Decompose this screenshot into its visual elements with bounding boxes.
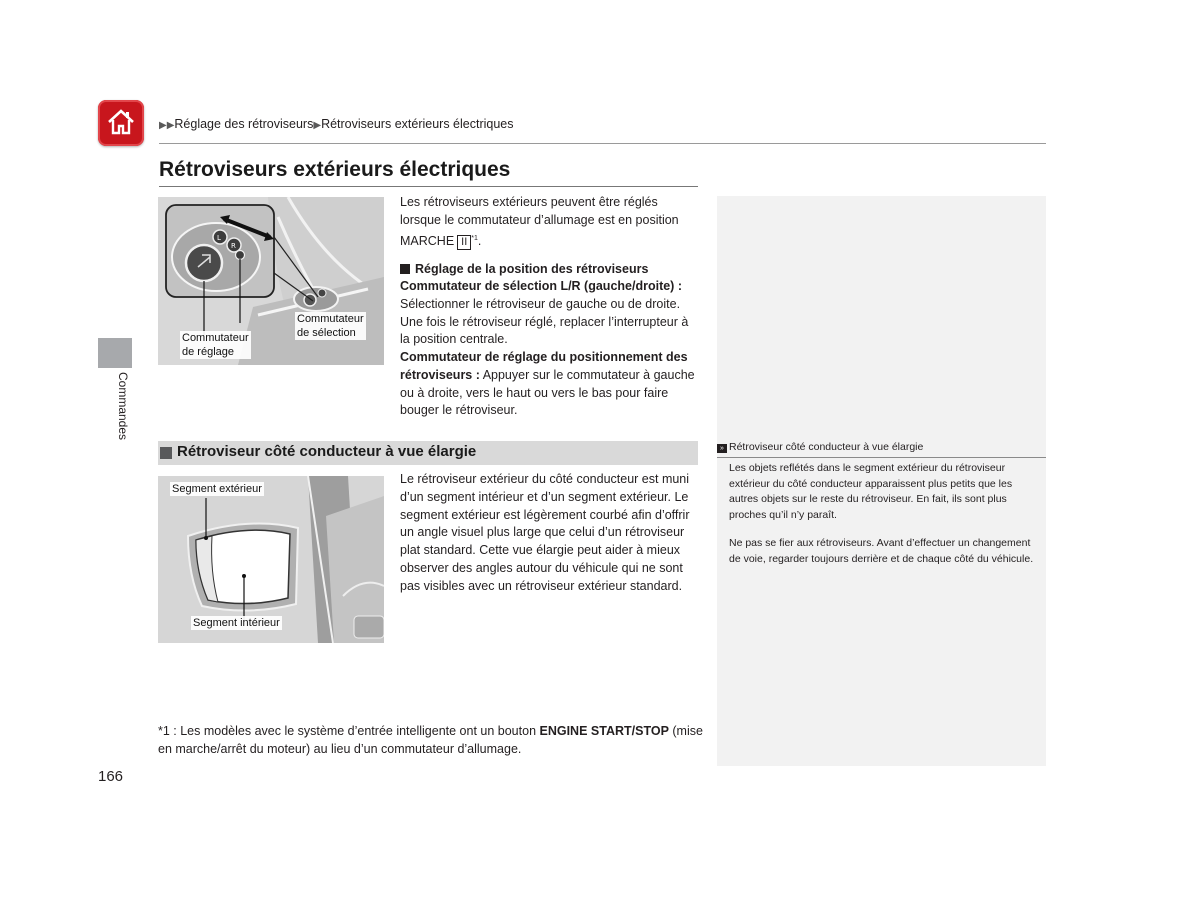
wide-mirror-section-header <box>158 441 698 465</box>
side-note-heading: » Rétroviseur côté conducteur à vue élargie <box>717 441 1046 453</box>
adjust-paragraph: Commutateur de réglage du positionnement des rétroviseurs : Appuyer sur le commutateur à gauche ou à droite, vers le haut ou vers le bas pour faire bouger le rétroviseur. <box>400 350 695 418</box>
wide-mirror-paragraph: Le rétroviseur extérieur du côté conducteur est muni d’un segment intérieur et d’un segment extérieur. Le segment extérieur est légèrement courbé afin d’offrir un angle visuel plus large que celui d’un rétroviseur plat standard. Cette vue élargie peut aider à mieux observer des angles autour du véhicule qui ne sont pas visibles avec un rétroviseur extérieur standard. <box>400 472 690 593</box>
intro-paragraph: Les rétroviseurs extérieurs peuvent être réglés lorsque le commutateur d’allumage est en position MARCHE II $^{*1}$. <box>400 195 679 248</box>
breadcrumb-arrow-icon: ▶▶ <box>159 120 175 131</box>
svg-text:L: L <box>217 234 221 242</box>
ignition-position-key: II <box>457 235 471 250</box>
breadcrumb <box>159 117 514 131</box>
side-note-paragraph: Ne pas se fier aux rétroviseurs. Avant d’effectuer un changement de voie, regarder toujours derrière et de chaque côté du véhicule. <box>729 537 1034 565</box>
breadcrumb-item[interactable]: Réglage des rétroviseurs <box>174 117 314 131</box>
outer-segment-label: Segment extérieur <box>172 483 262 495</box>
footnote-ref: *1 <box>471 234 478 242</box>
page-number: 166 <box>98 768 124 785</box>
reference-icon: » <box>717 444 727 453</box>
selector-switch-label: Commutateur de sélection <box>297 313 364 339</box>
adjust-subheading: Réglage de la position des rétroviseurs <box>400 262 700 276</box>
side-note-panel <box>717 196 1046 766</box>
footnote: *1 : Les modèles avec le système d’entrée intelligente ont un bouton ENGINE START/STOP (mise en marche/arrêt du moteur) au lieu d’un commutateur d’allumage. <box>158 724 703 756</box>
page-title: Rétroviseurs extérieurs électriques <box>159 158 511 181</box>
header-divider <box>159 143 1046 144</box>
section-tab-label: Commandes <box>116 372 130 441</box>
section-tab[interactable] <box>98 338 132 368</box>
wide-mirror-illustration <box>158 476 384 643</box>
breadcrumb-arrow-icon: ▶ <box>313 120 322 131</box>
title-divider <box>159 186 698 187</box>
mirror-switch-illustration <box>158 197 384 365</box>
section-square-icon <box>160 447 172 459</box>
section-heading: Rétroviseur côté conducteur à vue élargie <box>177 443 477 460</box>
side-note-divider <box>717 457 1046 458</box>
bullet-square-icon <box>400 264 410 274</box>
svg-text:R: R <box>231 242 236 250</box>
side-note-paragraph: Les objets reflétés dans le segment extérieur du rétroviseur extérieur du côté conducteur apparaissent plus petits que les autres objets sur le reste du rétroviseur. En fait, ils sont plus proches qu’il n’y paraît. <box>729 462 1013 521</box>
breadcrumb-item[interactable]: Rétroviseurs extérieurs électriques <box>321 117 514 131</box>
adjust-switch-label: Commutateur de réglage <box>182 332 249 358</box>
home-button[interactable] <box>98 100 144 146</box>
selector-paragraph: Commutateur de sélection L/R (gauche/droite) : Sélectionner le rétroviseur de gauche ou de droite. Une fois le rétroviseur réglé, replacer l’interrupteur à la position centrale. <box>400 279 689 347</box>
home-icon <box>105 106 137 138</box>
inner-segment-label: Segment intérieur <box>193 617 280 629</box>
